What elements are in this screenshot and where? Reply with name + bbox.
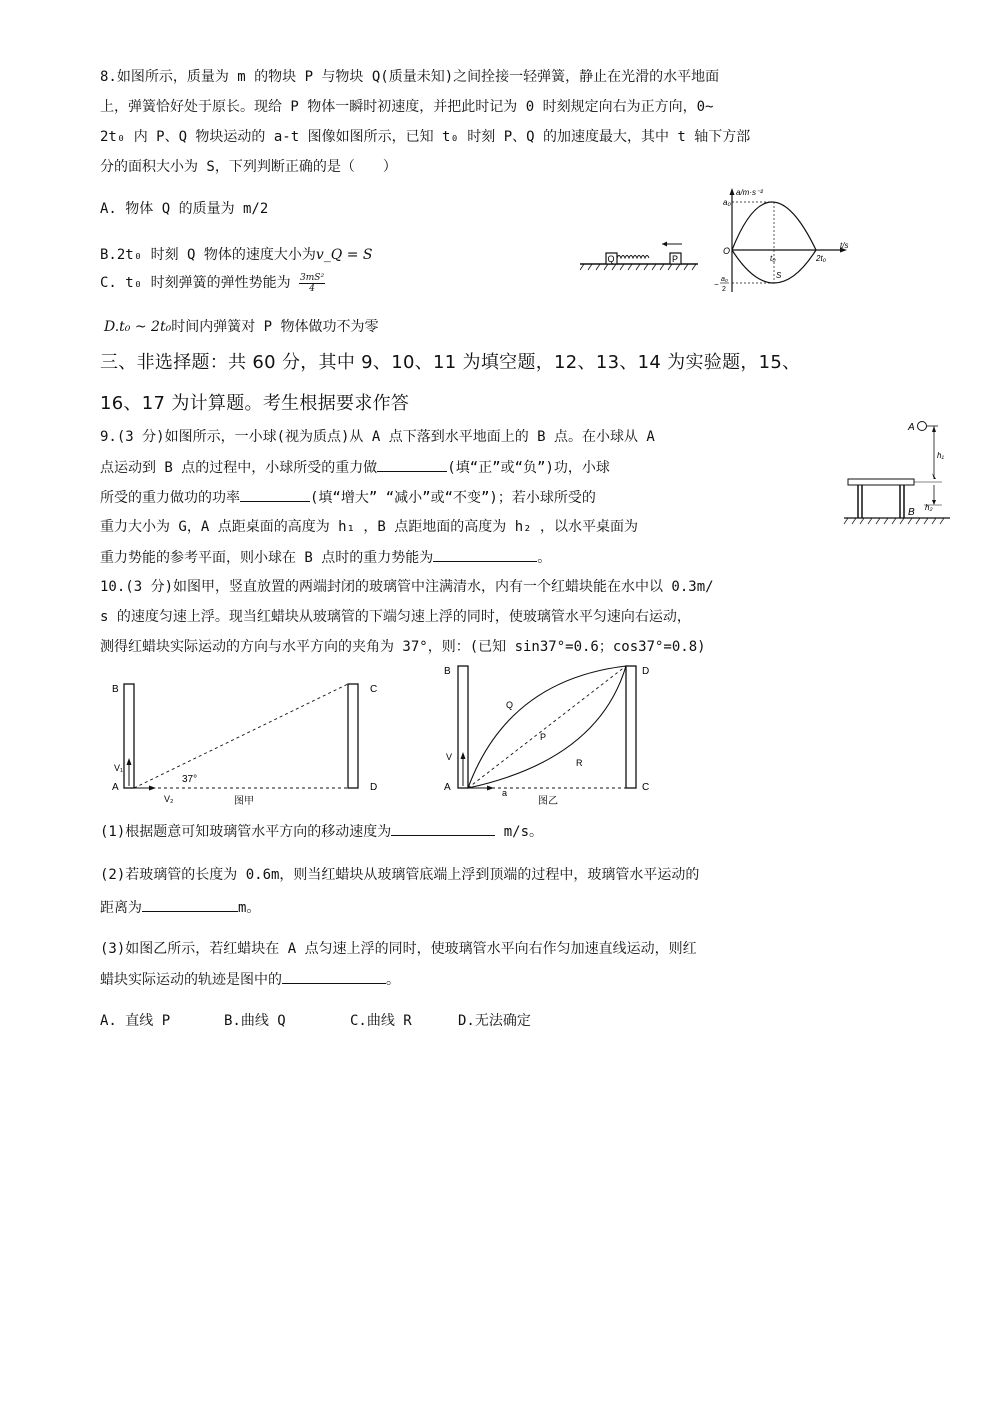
label-q: Q [506, 700, 514, 710]
q9-line5 [100, 546, 551, 569]
q8-line2: 上，弹簧恰好处于原长。现给 P 物体一瞬时初速度，并把此时记为 0 时刻规定向右为正方向，0~ [100, 99, 714, 115]
label-b: B [112, 684, 119, 695]
q8-option-d-text: 时间内弹簧对 P 物体做功不为零 [171, 319, 379, 335]
q10-figure-jia [108, 676, 388, 806]
caption-jia: 图甲 [234, 796, 254, 806]
ball-icon [918, 422, 927, 431]
tube-right [626, 666, 636, 788]
h2-label: h₂ [925, 503, 933, 512]
q10-sub3-tail: 。 [386, 972, 400, 988]
q9-blank-3[interactable] [433, 546, 537, 562]
trajectory-line [134, 684, 348, 788]
2t0-label: 2t₀ [816, 254, 827, 263]
origin-label: O [723, 246, 731, 256]
q8-option-c-denominator: 4 [309, 283, 315, 294]
v-label: V [446, 752, 453, 762]
label-a: A [444, 782, 451, 793]
q8-spring-figure [580, 236, 700, 272]
q9-line2 [100, 456, 610, 479]
q10-line1: 10.(3 分)如图甲，竖直放置的两端封闭的玻璃管中注满清水，内有一个红蜡块能在水中以 0.3m/ [100, 579, 714, 595]
point-b-label: B [908, 507, 915, 518]
q10-sub3-line1: (3)如图乙所示，若红蜡块在 A 点匀速上浮的同时，使玻璃管水平向右作匀加速直线运动，则红 [100, 941, 697, 957]
neg-sign: − [714, 280, 719, 289]
a-arrow [487, 786, 494, 791]
q8-option-d [104, 316, 379, 338]
block-q-label: Q [607, 254, 615, 264]
neg-a0-denominator: 2 [722, 286, 726, 293]
q10-sub3-line2 [100, 968, 400, 991]
label-p: P [540, 732, 547, 742]
label-a: A [112, 782, 119, 793]
q9-line4: 重力大小为 G，A 点距桌面的高度为 h₁ ，B 点距地面的高度为 h₂ ，以水平桌面为 [100, 519, 639, 535]
section3-heading-line1: 三、非选择题：共 60 分，其中 9、10、11 为填空题，12、13、14 为实验题，15、 [100, 352, 801, 373]
label-c: C [370, 684, 378, 695]
q10-option-d: D.无法确定 [458, 1013, 531, 1029]
q10-sub2-text: 距离为 [100, 900, 142, 916]
q8-option-c [100, 272, 325, 294]
q10-blank-3[interactable] [282, 968, 386, 984]
q10-sub2-line1: (2)若玻璃管的长度为 0.6m，则当红蜡块从玻璃管底端上浮到顶端的过程中，玻璃管水平运动的 [100, 867, 700, 883]
q8-option-d-math: D.t₀ ~ 2t₀ [104, 319, 172, 335]
area-s-label: S [776, 271, 782, 280]
q8-line1: 8.如图所示，质量为 m 的物块 P 与物块 Q(质量未知)之间拴接一轻弹簧，静止在光滑的水平地面 [100, 69, 720, 85]
q10-option-b: B.曲线 Q [224, 1013, 286, 1029]
q10-option-a: A. 直线 P [100, 1013, 171, 1029]
table-top [848, 479, 914, 485]
q10-sub1-unit: m/s。 [503, 824, 544, 840]
y-axis-label: a/m·s⁻² [736, 188, 763, 197]
q8-option-b-text: B.2t₀ 时刻 Q 物体的速度大小为 [100, 247, 316, 263]
q9-blank-2[interactable] [240, 486, 310, 502]
q9-line5-text: 重力势能的参考平面，则小球在 B 点时的重力势能为 [100, 550, 434, 566]
q10-sub2-line2 [100, 896, 260, 919]
q8-line3: 2t₀ 内 P、Q 物块运动的 a-t 图像如图所示，已知 t₀ 时刻 P、Q 的加速度最大，其中 t 轴下方部 [100, 129, 751, 145]
q8-option-b [100, 244, 372, 266]
q10-sub1-text: (1)根据题意可知玻璃管水平方向的移动速度为 [100, 824, 392, 840]
t-axis-label: t/s [840, 241, 849, 250]
q8-option-a: A. 物体 Q 的质量为 m/2 [100, 201, 269, 217]
spring [617, 256, 649, 259]
block-p-label: P [672, 254, 679, 264]
q8-option-c-text: C. t₀ 时刻弹簧的弹性势能为 [100, 275, 291, 291]
q10-line2: s 的速度匀速上浮。现当红蜡块从玻璃管的下端匀速上浮的同时，使玻璃管水平匀速向右运动， [100, 609, 691, 625]
v1-label: V₁ [114, 763, 124, 773]
tube-right [348, 684, 358, 788]
a-label: a [502, 788, 508, 798]
point-a-label: A [908, 422, 915, 433]
q9-line2-text: 点运动到 B 点的过程中，小球所受的重力做 [100, 460, 378, 476]
q8-option-c-numerator: 3mS² [300, 272, 325, 283]
q9-line2-tail: (填“正”或“负”)功，小球 [447, 460, 610, 476]
t0-label: t₀ [770, 254, 776, 263]
velocity-arrow [662, 242, 667, 247]
q8-option-b-math: v_Q = S [315, 247, 373, 263]
q9-line3-text: 所受的重力做功的功率 [100, 490, 240, 506]
q10-figure-yi [438, 660, 668, 806]
q8-option-c-fraction [299, 273, 325, 294]
q9-line1: 9.(3 分)如图所示，一小球(视为质点)从 A 点下落到水平地面上的 B 点。在小球从 A [100, 429, 655, 445]
line-p [468, 666, 626, 788]
v2-arrow [149, 786, 156, 791]
q9-line3 [100, 486, 596, 509]
neg-a0-numerator: a₀ [721, 276, 728, 283]
q10-blank-1[interactable] [391, 820, 495, 836]
section3-heading-line2: 16、17 为计算题。考生根据要求作答 [100, 393, 410, 414]
q10-line3: 测得红蜡块实际运动的方向与水平方向的夹角为 37°，则：(已知 sin37°=0.6；cos37°=0.8) [100, 639, 706, 655]
label-d: D [642, 666, 650, 677]
angle-label: 37° [182, 774, 198, 785]
h1-label: h₁ [937, 451, 944, 460]
q9-line5-tail: 。 [537, 550, 552, 566]
q10-sub3-text: 蜡块实际运动的轨迹是图中的 [100, 972, 282, 988]
label-d: D [370, 782, 378, 793]
q9-blank-1[interactable] [377, 456, 447, 472]
label-r: R [576, 758, 583, 768]
q8-at-graph [710, 186, 850, 298]
label-c: C [642, 782, 650, 793]
label-b: B [444, 666, 451, 677]
q8-line4: 分的面积大小为 S，下列判断正确的是（ ） [100, 159, 397, 175]
caption-yi: 图乙 [538, 796, 558, 806]
a0-label: a₀ [723, 198, 731, 207]
v2-label: V₂ [164, 794, 174, 804]
q9-line3-tail: (填“增大” “减小”或“不变”)；若小球所受的 [310, 490, 596, 506]
q10-blank-2[interactable] [142, 896, 238, 912]
q9-figure [838, 414, 958, 534]
q10-option-c: C.曲线 R [350, 1013, 412, 1029]
q10-sub1 [100, 820, 543, 843]
q10-sub2-unit: m。 [238, 900, 261, 916]
